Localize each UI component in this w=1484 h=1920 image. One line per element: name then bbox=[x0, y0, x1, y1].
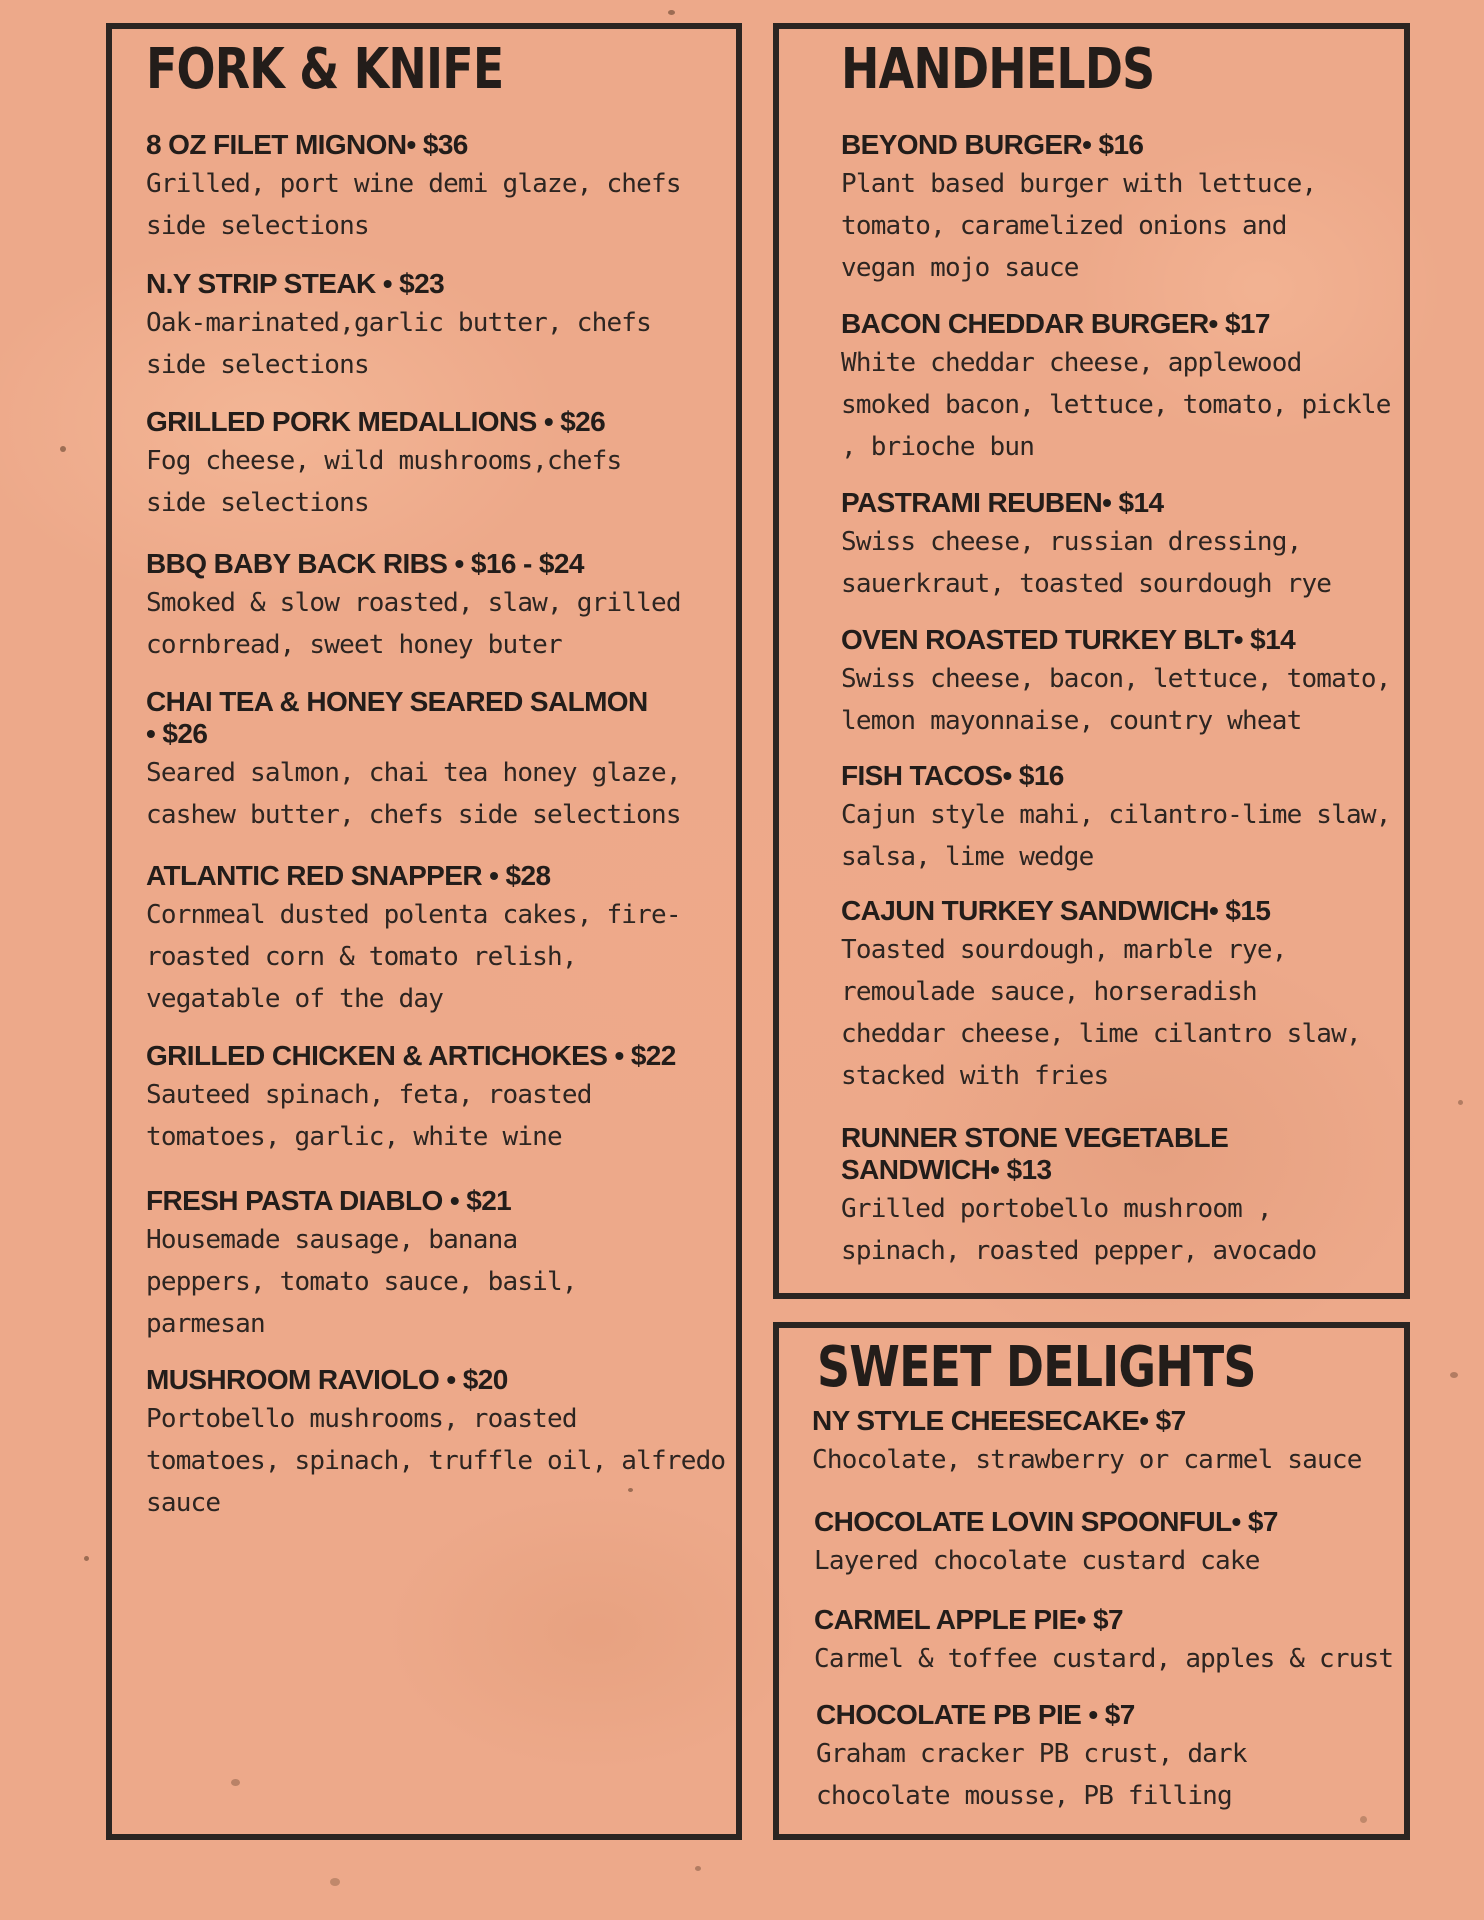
menu-item-fish-tacos bbox=[841, 760, 1391, 878]
section-title-fork-knife: FORK & KNIFE bbox=[146, 37, 504, 102]
menu-item-ny-strip-steak bbox=[146, 268, 651, 386]
menu-item-description: Cajun style mahi, cilantro-lime slaw, salsa, lime wedge bbox=[841, 800, 1391, 872]
menu-item-description: Swiss cheese, bacon, lettuce, tomato, lemon mayonnaise, country wheat bbox=[841, 664, 1391, 736]
menu-item-pork-medallions bbox=[146, 406, 621, 524]
menu-item-seared-salmon bbox=[146, 686, 681, 836]
menu-item-pb-pie bbox=[816, 1699, 1247, 1817]
menu-item-description: Oak-marinated,garlic butter, chefs side selections bbox=[146, 308, 652, 380]
section-title-sweet-delights: SWEET DELIGHTS bbox=[817, 1335, 1256, 1400]
menu-item-name: FRESH PASTA DIABLO • $21 bbox=[146, 1185, 512, 1216]
menu-item-pastrami-reuben bbox=[841, 487, 1331, 605]
menu-item-description: Chocolate, strawberry or carmel sauce bbox=[812, 1445, 1362, 1475]
menu-item-name: N.Y STRIP STEAK • $23 bbox=[146, 268, 445, 299]
menu-item-chicken-artichokes bbox=[146, 1040, 676, 1158]
menu-item-red-snapper bbox=[146, 860, 681, 1020]
menu-item-description: Plant based burger with lettuce, tomato, caramelized onions and vegan mojo sauce bbox=[841, 169, 1317, 283]
menu-item-description: Layered chocolate custard cake bbox=[814, 1546, 1260, 1576]
menu-item-description: Housemade sausage, banana peppers, tomato sauce, basil, parmesan bbox=[146, 1225, 577, 1339]
menu-item-cajun-turkey-sandwich bbox=[841, 895, 1361, 1097]
menu-item-cheesecake bbox=[812, 1405, 1362, 1481]
menu-item-name: CAJUN TURKEY SANDWICH• $15 bbox=[841, 895, 1271, 926]
menu-item-description: Carmel & toffee custard, apples & crust bbox=[814, 1644, 1394, 1674]
section-title-handhelds: HANDHELDS bbox=[841, 37, 1155, 102]
menu-item-description: White cheddar cheese, applewood smoked bacon, lettuce, tomato, pickle , brioche bun bbox=[841, 348, 1391, 462]
menu-item-description: Swiss cheese, russian dressing, sauerkraut, toasted sourdough rye bbox=[841, 527, 1332, 599]
menu-item-lovin-spoonful bbox=[814, 1506, 1278, 1582]
menu-item-name: CHAI TEA & HONEY SEARED SALMON • $26 bbox=[146, 686, 648, 749]
menu-item-description: Toasted sourdough, marble rye, remoulade sauce, horseradish cheddar cheese, lime cilantro slaw, stacked with fries bbox=[841, 935, 1361, 1091]
menu-item-name: CARMEL APPLE PIE• $7 bbox=[814, 1604, 1123, 1635]
paper-speck bbox=[330, 1878, 340, 1886]
menu-item-description: Grilled portobello mushroom , spinach, roasted pepper, avocado bbox=[841, 1194, 1317, 1266]
paper-speck bbox=[84, 1556, 89, 1561]
menu-item-name: CHOCOLATE LOVIN SPOONFUL• $7 bbox=[814, 1506, 1278, 1537]
paper-speck bbox=[1450, 1372, 1458, 1378]
menu-item-name: 8 OZ FILET MIGNON• $36 bbox=[146, 129, 468, 160]
menu-item-description: Graham cracker PB crust, dark chocolate mousse, PB filling bbox=[816, 1739, 1247, 1811]
menu-item-name: OVEN ROASTED TURKEY BLT• $14 bbox=[841, 624, 1296, 655]
menu-item-description: Grilled, port wine demi glaze, chefs side selections bbox=[146, 169, 681, 241]
menu-item-description: Smoked & slow roasted, slaw, grilled cornbread, sweet honey buter bbox=[146, 588, 681, 660]
menu-item-beyond-burger bbox=[841, 129, 1316, 289]
menu-item-mushroom-raviolo bbox=[146, 1364, 725, 1524]
menu-item-name: ATLANTIC RED SNAPPER • $28 bbox=[146, 860, 551, 891]
menu-item-name: MUSHROOM RAVIOLO • $20 bbox=[146, 1364, 508, 1395]
menu-item-pasta-diablo bbox=[146, 1185, 577, 1345]
menu-item-apple-pie bbox=[814, 1604, 1393, 1680]
menu-item-description: Cornmeal dusted polenta cakes, fire- roasted corn & tomato relish, vegatable of the day bbox=[146, 900, 681, 1014]
paper-speck bbox=[60, 446, 66, 452]
paper-speck bbox=[1458, 1100, 1463, 1105]
menu-item-name: CHOCOLATE PB PIE • $7 bbox=[816, 1699, 1135, 1730]
menu-item-name: GRILLED PORK MEDALLIONS • $26 bbox=[146, 406, 606, 437]
menu-item-name: PASTRAMI REUBEN• $14 bbox=[841, 487, 1164, 518]
paper-speck bbox=[695, 1866, 701, 1871]
menu-item-bacon-cheddar-burger bbox=[841, 308, 1391, 468]
menu-item-description: Seared salmon, chai tea honey glaze, cashew butter, chefs side selections bbox=[146, 758, 681, 830]
menu-item-name: BEYOND BURGER• $16 bbox=[841, 129, 1144, 160]
menu-item-turkey-blt bbox=[841, 624, 1391, 742]
menu-item-filet-mignon bbox=[146, 129, 681, 247]
menu-item-description: Sauteed spinach, feta, roasted tomatoes, garlic, white wine bbox=[146, 1080, 592, 1152]
menu-item-name: NY STYLE CHEESECAKE• $7 bbox=[812, 1405, 1186, 1436]
paper-speck bbox=[668, 10, 675, 15]
menu-item-name: RUNNER STONE VEGETABLE SANDWICH• $13 bbox=[841, 1122, 1229, 1185]
menu-item-description: Portobello mushrooms, roasted tomatoes, spinach, truffle oil, alfredo sauce bbox=[146, 1404, 726, 1518]
menu-item-description: Fog cheese, wild mushrooms,chefs side selections bbox=[146, 446, 622, 518]
menu-item-name: BACON CHEDDAR BURGER• $17 bbox=[841, 308, 1270, 339]
menu-item-baby-back-ribs bbox=[146, 548, 681, 666]
menu-item-vegetable-sandwich bbox=[841, 1122, 1316, 1272]
menu-item-name: GRILLED CHICKEN & ARTICHOKES • $22 bbox=[146, 1040, 676, 1071]
menu-item-name: BBQ BABY BACK RIBS • $16 - $24 bbox=[146, 548, 584, 579]
menu-item-name: FISH TACOS• $16 bbox=[841, 760, 1064, 791]
